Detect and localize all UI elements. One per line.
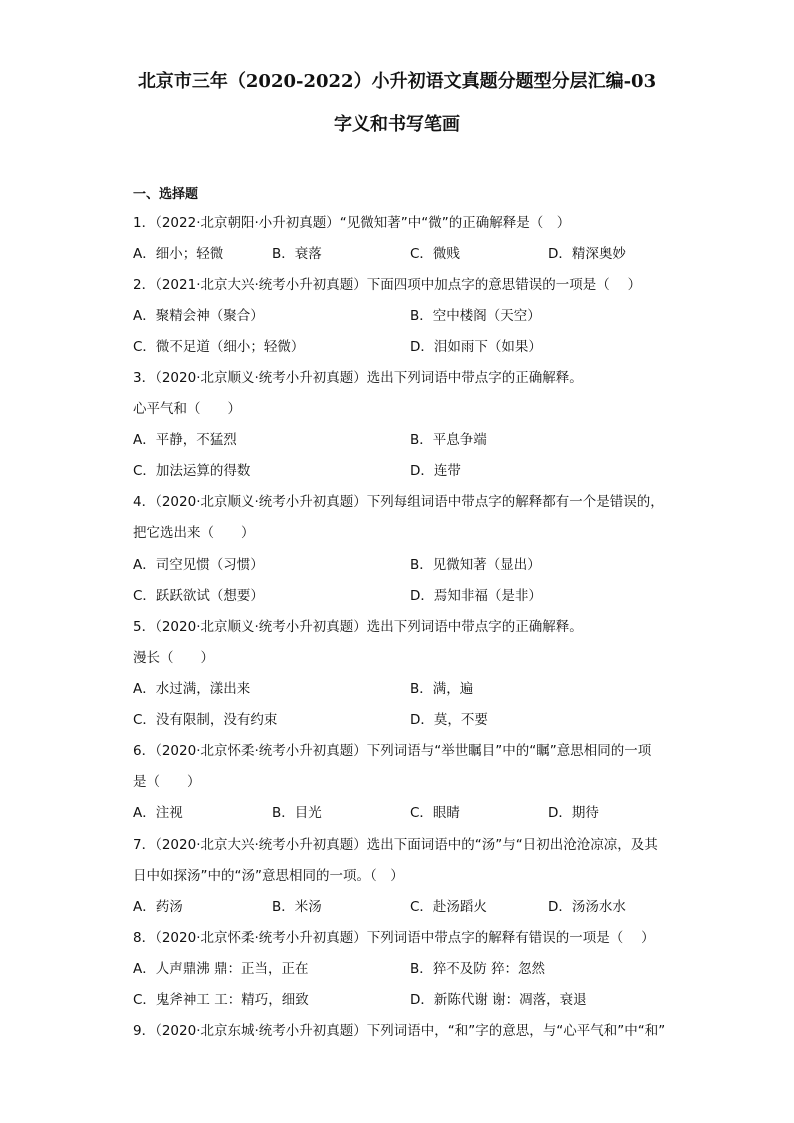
question-8-option-d[interactable]: D．新陈代谢 谢：凋落，衰退 xyxy=(410,992,587,1008)
question-4-option-d[interactable]: D．焉知非福（是非） xyxy=(410,588,542,604)
question-5-option-d[interactable]: D．莫，不要 xyxy=(410,712,488,728)
question-4-option-b[interactable]: B．见微知著（显出） xyxy=(410,557,541,573)
question-7-stem-line2: 日中如探汤”中的“汤”意思相同的一项。（ ） xyxy=(133,868,404,884)
question-6-stem-line2: 是（ ） xyxy=(133,774,201,790)
question-3-stem-line2: 心平气和（ ） xyxy=(133,401,241,417)
question-6-option-d[interactable]: D．期待 xyxy=(548,805,599,821)
question-5-option-b[interactable]: B．满，遍 xyxy=(410,681,474,697)
question-7-option-c[interactable]: C．赴汤蹈火 xyxy=(410,899,487,915)
question-3-option-d[interactable]: D．连带 xyxy=(410,463,461,479)
question-4-stem: 4．（2020·北京顺义·统考小升初真题）下列每组词语中带点字的解释都有一个是错误的， xyxy=(133,494,664,510)
question-5-option-a[interactable]: A．水过满，漾出来 xyxy=(133,681,251,697)
document-title-line1: 北京市三年（2020-2022）小升初语文真题分题型分层汇编-03 xyxy=(137,71,657,92)
question-3-option-c[interactable]: C．加法运算的得数 xyxy=(133,463,251,479)
question-1-option-c[interactable]: C．微贱 xyxy=(410,246,460,262)
question-8-stem: 8．（2020·北京怀柔·统考小升初真题）下列词语中带点字的解释有错误的一项是（ ） xyxy=(133,930,655,946)
question-9-stem: 9．（2020·北京东城·统考小升初真题）下列词语中，“和”字的意思，与“心平气和”中“和” xyxy=(133,1023,666,1039)
question-6-stem: 6．（2020·北京怀柔·统考小升初真题）下列词语与“举世瞩目”中的“瞩”意思相同的一项 xyxy=(133,743,652,759)
question-7-stem: 7．（2020·北京大兴·统考小升初真题）选出下面词语中的“汤”与“日初出沧沧凉凉，及其 xyxy=(133,837,658,853)
question-5-stem: 5．（2020·北京顺义·统考小升初真题）选出下列词语中带点字的正确解释。 xyxy=(133,619,583,635)
question-1-stem: 1．（2022·北京朝阳·小升初真题）“见微知著”中“微”的正确解释是（ ） xyxy=(133,215,571,231)
question-3-stem: 3．（2020·北京顺义·统考小升初真题）选出下列词语中带点字的正确解释。 xyxy=(133,370,583,386)
question-2-option-d[interactable]: D．泪如雨下（如果） xyxy=(410,339,542,355)
question-6-option-a[interactable]: A．注视 xyxy=(133,805,183,821)
question-4-stem-line2: 把它选出来（ ） xyxy=(133,525,255,541)
question-1-option-d[interactable]: D．精深奥妙 xyxy=(548,246,626,262)
question-4-option-c[interactable]: C．跃跃欲试（想要） xyxy=(133,588,264,604)
document-title-line2: 字义和书写笔画 xyxy=(334,114,460,135)
question-5-stem-line2: 漫长（ ） xyxy=(133,650,214,666)
question-7-option-d[interactable]: D．汤汤水水 xyxy=(548,899,626,915)
question-4-option-a[interactable]: A．司空见惯（习惯） xyxy=(133,557,264,573)
question-2-option-a[interactable]: A．聚精会神（聚合） xyxy=(133,308,264,324)
question-3-option-b[interactable]: B．平息争端 xyxy=(410,432,487,448)
question-3-option-a[interactable]: A．平静，不猛烈 xyxy=(133,432,237,448)
question-2-option-b[interactable]: B．空中楼阁（天空） xyxy=(410,308,541,324)
question-2-stem: 2．（2021·北京大兴·统考小升初真题）下面四项中加点字的意思错误的一项是（ ） xyxy=(133,277,642,293)
question-1-option-a[interactable]: A．细小；轻微 xyxy=(133,246,224,262)
question-7-option-b[interactable]: B．米汤 xyxy=(272,899,322,915)
question-6-option-c[interactable]: C．眼睛 xyxy=(410,805,460,821)
question-8-option-a[interactable]: A．人声鼎沸 鼎：正当，正在 xyxy=(133,961,309,977)
question-8-option-b[interactable]: B．猝不及防 猝：忽然 xyxy=(410,961,546,977)
question-7-option-a[interactable]: A．药汤 xyxy=(133,899,183,915)
section-heading: 一、选择题 xyxy=(133,187,199,202)
question-6-option-b[interactable]: B．目光 xyxy=(272,805,322,821)
question-8-option-c[interactable]: C．鬼斧神工 工：精巧，细致 xyxy=(133,992,309,1008)
question-5-option-c[interactable]: C．没有限制，没有约束 xyxy=(133,712,278,728)
question-1-option-b[interactable]: B．衰落 xyxy=(272,246,322,262)
question-2-option-c[interactable]: C．微不足道（细小；轻微） xyxy=(133,339,305,355)
